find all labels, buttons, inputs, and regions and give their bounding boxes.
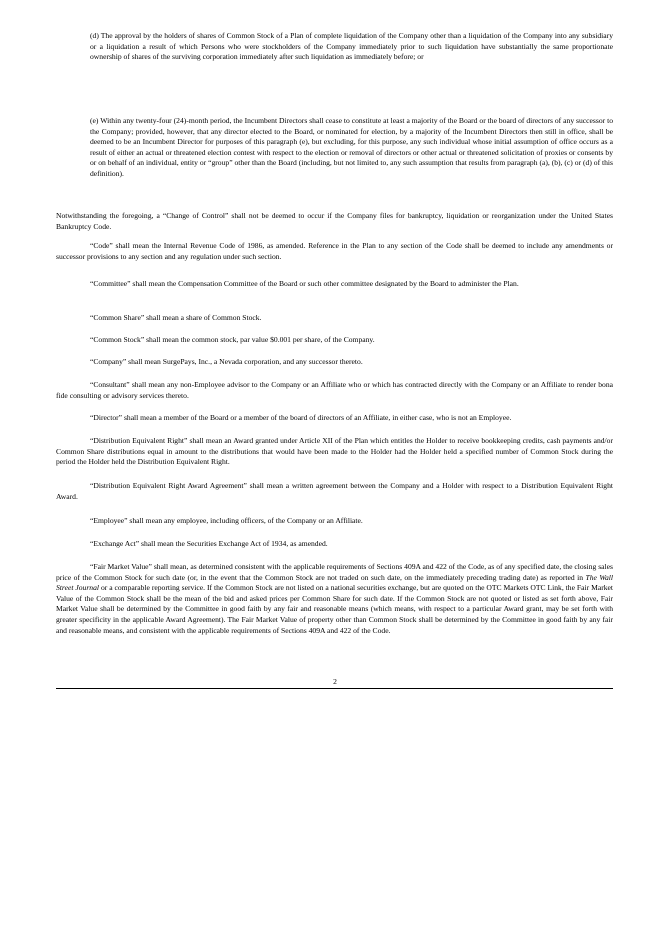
definition-exchange-act: “Exchange Act” shall mean the Securities Exchange Act of 1934, as amended. (90, 539, 328, 548)
definition-company: “Company” shall mean SurgePays, Inc., a Nevada corporation, and any successor thereto. (90, 357, 363, 366)
definition-common-stock: “Common Stock” shall mean the common stock, par value $0.001 per share, of the Company. (90, 335, 375, 344)
definition-distribution-equivalent-right-award-agreement: “Distribution Equivalent Right Award Agreement” shall mean a written agreement between the Company and a Holder with respect to a Distribution Equivalent Right Award. (56, 481, 613, 501)
page-number: 2 (333, 677, 337, 686)
definition-employee: “Employee” shall mean any employee, including officers, of the Company or an Affiliate. (90, 516, 363, 525)
notwithstanding-paragraph: Notwithstanding the foregoing, a “Change of Control” shall not be deemed to occur if the Company files for bankruptcy, liquidation or reorganization under the United States Bankruptcy Code. (56, 211, 613, 231)
definition-code: “Code” shall mean the Internal Revenue Code of 1986, as amended. Reference in the Plan to any section of the Code shall be deemed to include any amendments or successor provisions to any section and any regulation under such section. (56, 241, 613, 261)
fair-market-value-text-part2: or a comparable reporting service. If the Common Stock are not listed on a national securities exchange, but are quoted on the OTC Markets OTC Link, the Fair Market Value of the Common Stock shall be the mean of the bid and asked prices per Common Share for such date. If the Common Stock are not quoted or listed as set forth above, Fair Market Value shall be determined by the Committee in good faith by any fair and reasonable means (which means, with respect to a particular Award grant, may be set forth with greater specificity in the applicable Award Agreement). The Fair Market Value of property other than Common Stock shall be determined by the Committee in good faith by any fair and reasonable means, and consistent with the applicable requirements of Sections 409A and 422 of the Code. (56, 583, 613, 635)
definition-fair-market-value (56, 562, 613, 636)
definition-director: “Director” shall mean a member of the Board or a member of the board of directors of an Affiliate, in either case, who is not an Employee. (90, 413, 512, 422)
clause-d-paragraph: (d) The approval by the holders of shares of Common Stock of a Plan of complete liquidation of the Company other than a liquidation of the Company into any subsidiary or a liquidation a result of which Persons who were stockholders of the Company immediately prior to such liquidation have substantially the same proportionate ownership of shares of the surviving corporation immediately after such liquidation as immediately before; or (90, 31, 613, 62)
definition-distribution-equivalent-right: “Distribution Equivalent Right” shall mean an Award granted under Article XII of the Plan which entitles the Holder to receive bookkeeping credits, cash payments and/or Common Share distributions equal in amount to the distributions that would have been made to the Holder had the Holder held a specified number of Common Stock during the period the Holder held the Distribution Equivalent Right. (56, 436, 613, 467)
fair-market-value-text-part1: “Fair Market Value” shall mean, as determined consistent with the applicable requirements of Sections 409A and 422 of the Code, as of any specified date, the closing sales price of the Common Stock for such date (or, in the event that the Common Stock are not traded on such date, on the immediately preceding trading date) as reported in (56, 562, 613, 582)
definition-committee: “Committee” shall mean the Compensation Committee of the Board or such other committee designated by the Board to administer the Plan. (90, 279, 519, 288)
definition-common-share: “Common Share” shall mean a share of Common Stock. (90, 313, 262, 322)
footer-rule (56, 688, 613, 689)
fair-market-value-publication-title: The Wall Street Journal (56, 572, 614, 593)
definition-consultant: “Consultant” shall mean any non-Employee advisor to the Company or an Affiliate who or which has contracted directly with the Company or an Affiliate to render bona fide consulting or advisory services thereto. (56, 380, 613, 400)
clause-e-paragraph: (e) Within any twenty-four (24)-month period, the Incumbent Directors shall cease to constitute at least a majority of the Board or the board of directors of any successor to the Company; provided, however, that any director elected to the Board, or nominated for election, by a majority of the Incumbent Directors then still in office, shall be deemed to be an Incumbent Director for purposes of this paragraph (e), but excluding, for this purpose, any such individual whose initial assumption of office occurs as a result of either an actual or threatened election contest with respect to the election or removal of directors or other actual or threatened solicitation of proxies or consents by or on behalf of an individual, entity or “group” other than the Board (including, but not limited to, any such assumption that results from paragraph (a), (b), (c) or (d) of this definition). (90, 116, 613, 178)
